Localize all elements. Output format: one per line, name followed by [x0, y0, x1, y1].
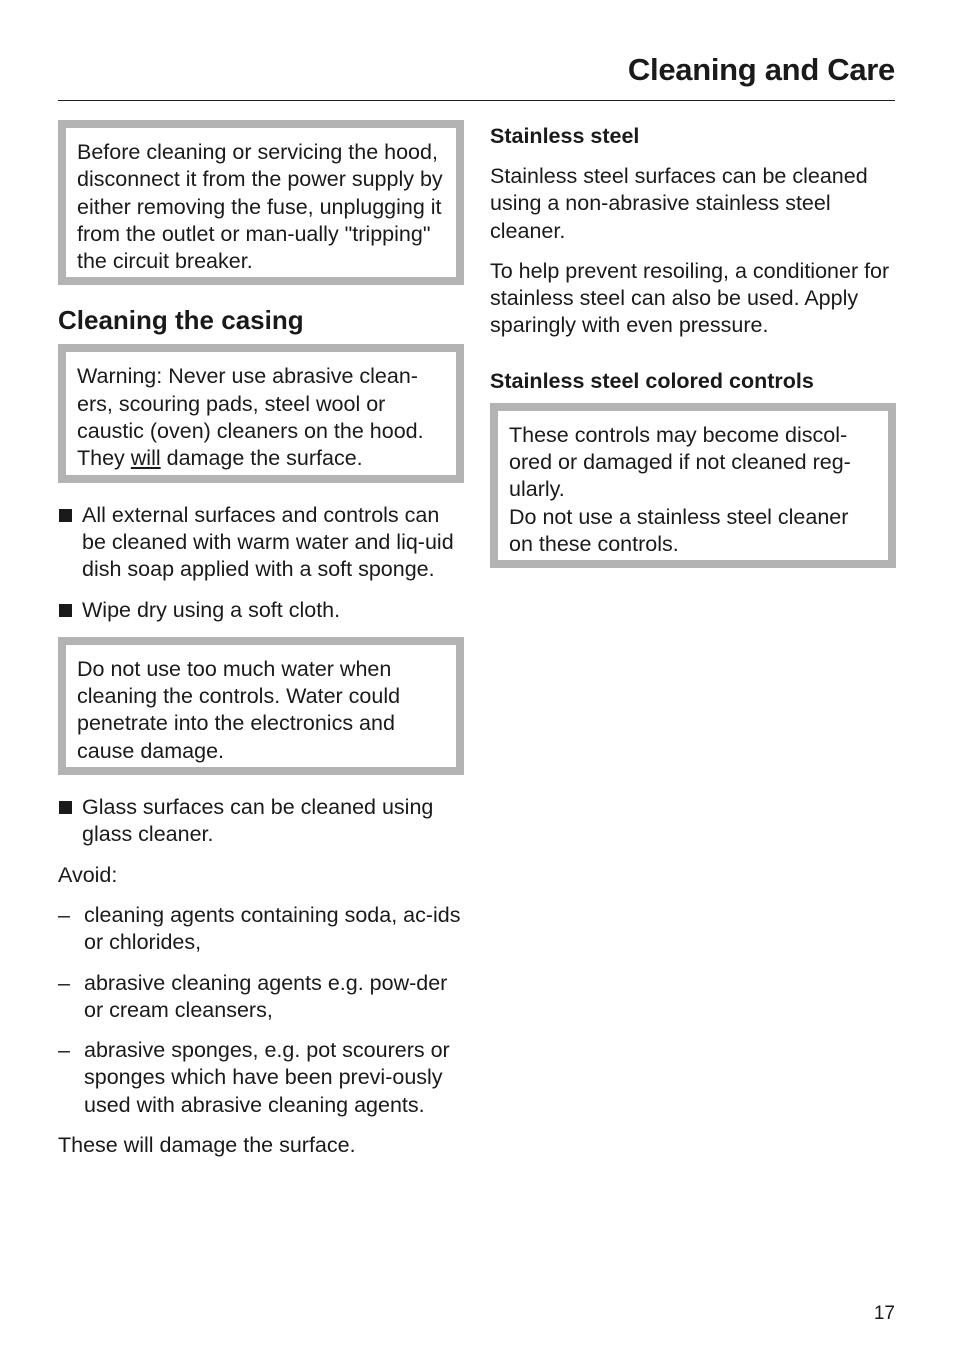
bullet-text: All external surfaces and controls can be cleaned with warm water and liq-uid dish soap applied with a soft sponge.	[82, 502, 454, 582]
avoid-item-text: cleaning agents containing soda, ac-ids or chlorides,	[84, 902, 461, 955]
service-notice-box	[58, 120, 464, 285]
warning-text	[77, 363, 446, 472]
bullet-text: Wipe dry using a soft cloth.	[82, 597, 341, 622]
stainless-steel-paragraph-1: Stainless steel surfaces can be cleaned using a non-abrasive stainless steel cleaner.	[490, 164, 868, 243]
stainless-steel-paragraph-2: To help prevent resoiling, a conditioner for stainless steel can also be used. Apply sparingly with even pressure.	[490, 258, 890, 338]
colored-controls-heading: Stainless steel colored controls	[490, 368, 814, 393]
closing-text: These will damage the surface.	[58, 1133, 356, 1158]
page-header-title: Cleaning and Care	[627, 52, 895, 87]
avoid-item	[58, 902, 464, 957]
avoid-item-text: abrasive sponges, e.g. pot scourers or sponges which have been previ-ously used with abrasive cleaning agents.	[84, 1038, 450, 1117]
list-item	[58, 597, 464, 624]
warning-text-before: Warning: Never use abrasive clean-ers, scouring pads, steel wool or caustic (oven) cleaners on the hood. They	[77, 364, 424, 471]
dash-bullet-icon: –	[58, 1038, 70, 1063]
list-item	[58, 502, 464, 584]
dash-bullet-icon: –	[58, 902, 70, 927]
dash-bullet-icon: –	[58, 970, 70, 995]
avoid-label: Avoid:	[58, 862, 118, 887]
bullet-text: Glass surfaces can be cleaned using glass cleaner.	[82, 795, 434, 847]
right-column	[490, 123, 896, 568]
avoid-item	[58, 970, 464, 1025]
header-divider	[58, 100, 895, 101]
avoid-item	[58, 1037, 464, 1119]
page-number: 17	[873, 1303, 895, 1324]
square-bullet-icon	[59, 801, 72, 814]
square-bullet-icon	[59, 604, 72, 617]
service-notice-text: Before cleaning or servicing the hood, disconnect it from the power supply by either removing the fuse, unplugging it from the outlet or man-ually "tripping" the circuit breaker.	[77, 140, 443, 274]
water-notice-box	[58, 637, 464, 775]
controls-notice-text-2: Do not use a stainless steel cleaner on these controls.	[509, 504, 849, 556]
left-column	[58, 120, 464, 1172]
cleaning-casing-heading: Cleaning the casing	[58, 305, 304, 336]
square-bullet-icon	[59, 509, 72, 522]
warning-emphasis: will	[130, 446, 161, 471]
warning-box	[58, 344, 464, 482]
controls-notice-box	[490, 403, 896, 568]
warning-text-after: damage the surface.	[160, 446, 363, 471]
controls-notice-text-1: These controls may become discol-ored or damaged if not cleaned reg-ularly.	[509, 422, 851, 502]
stainless-steel-heading: Stainless steel	[490, 124, 640, 148]
water-notice-text: Do not use too much water when cleaning the controls. Water could penetrate into the electronics and cause damage.	[77, 656, 401, 763]
avoid-item-text: abrasive cleaning agents e.g. pow-der or cream cleansers,	[84, 970, 448, 1022]
list-item	[58, 794, 464, 849]
